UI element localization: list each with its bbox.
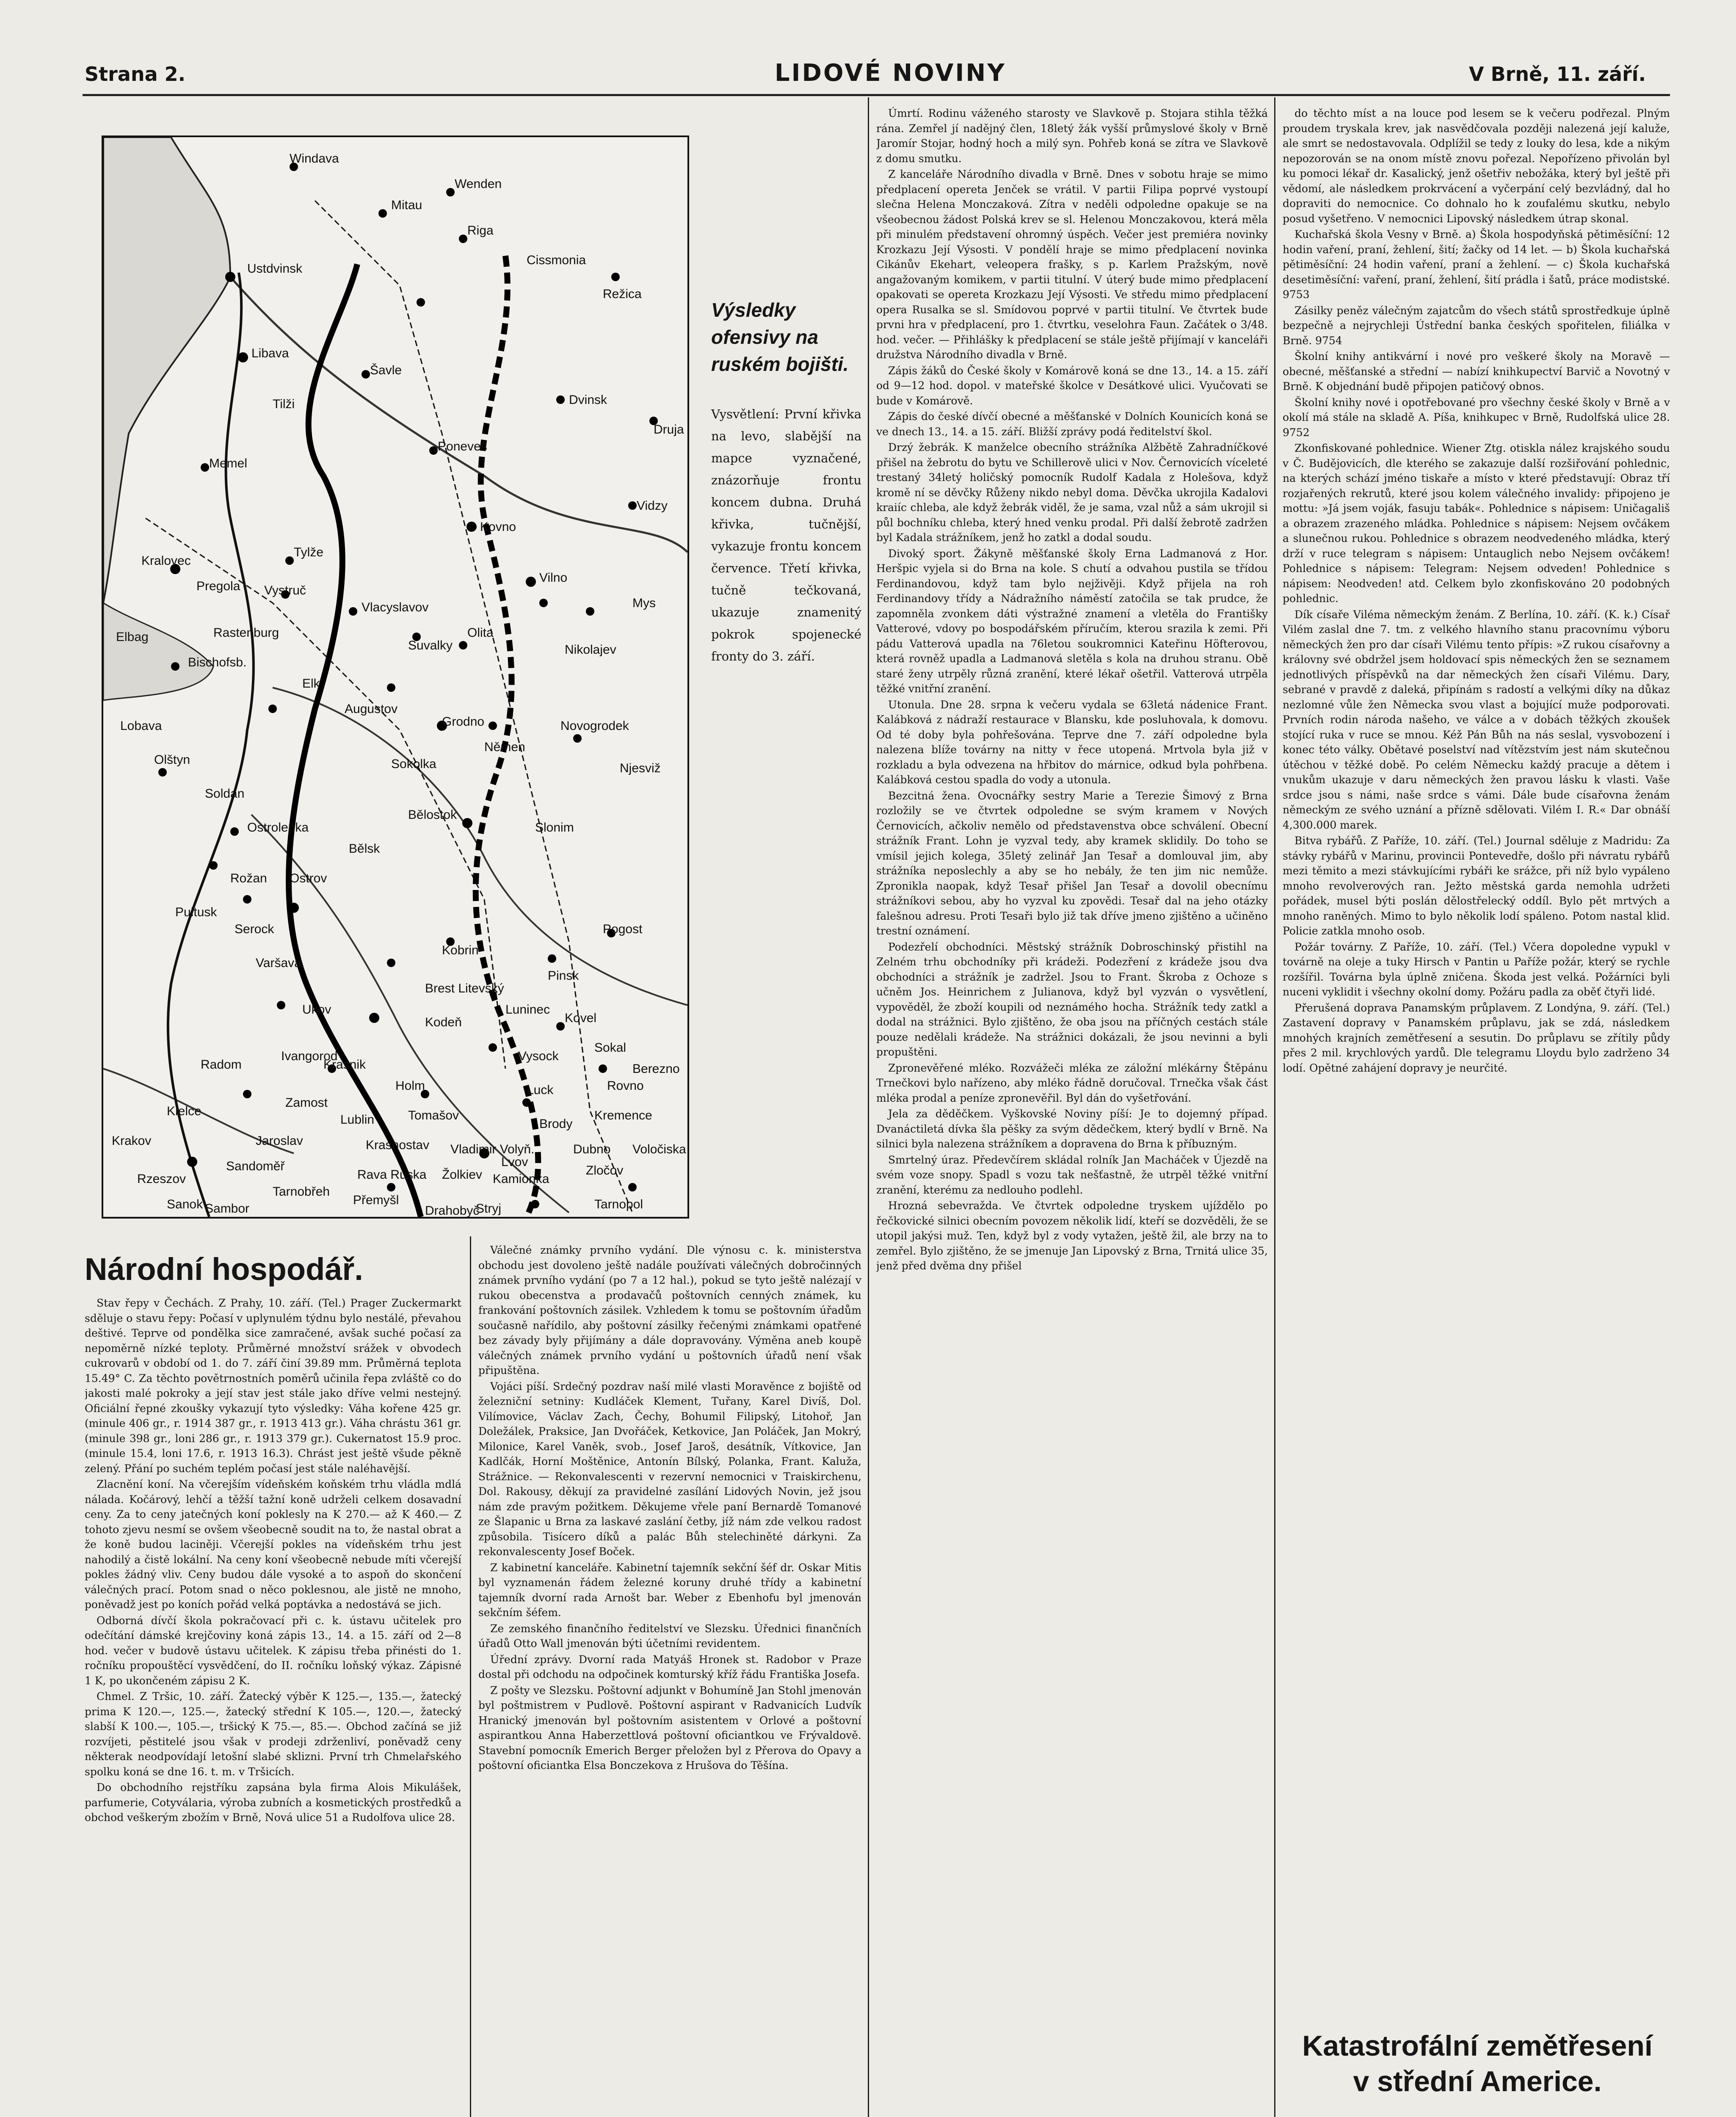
article-paragraph: Smrtelný úraz. Předevčírem skládal rolník Jan Macháček v Újezdě na svém voze snopy. Spadl s vozu tak nešťastně, že utrpěl těžké vnitřní zranění, kterému za nedlouho podlehl. xyxy=(876,1153,1268,1196)
map-label: Přemyšl xyxy=(353,1193,399,1207)
map-label: Vidzy xyxy=(637,499,668,513)
article-paragraph: Zpronevěřené mléko. Rozvážeči mléka ze záložní mlékárny Štěpánu Trnečkovi bylo nařízeno, aby mléko řádně doručoval. Trnečka však část mléka prodal a peníze zpronevěřil. Byl dán do vyšetřování. xyxy=(876,1061,1268,1104)
article-paragraph: Válečné známky prvního vydání. Dle výnosu c. k. ministerstva obchodu jest dovoleno ještě nadále používati válečných dobročinných známek prvního vydání (po 7 a 12 hal.), pokud se tyto ještě nalézají v rukou obecenstva a prodavačů poštovních cenných známek, ku frankování poštovních zásilek. Vzhledem k tomu se poštovním úřadům současně nařídilo, aby poštovní zásilky řečenými známkami opatřené bez závady byly přijímány a dále dopravovány. Výměna aneb koupě válečných známek prvního vydání u poštovních úřadů není však připuštěna. xyxy=(478,1244,861,1376)
article-paragraph: Školní knihy nové i opotřebované pro všechny české školy v Brně a v okolí má stále na skladě A. Píša, knihkupec v Brně, Rudolfská ulice 28. 9752 xyxy=(1283,396,1670,439)
map-label: Bělostok xyxy=(408,808,457,822)
map-label: Kamionka xyxy=(493,1172,549,1186)
map-label: Pregola xyxy=(196,579,240,593)
map-label: Rava Ruska xyxy=(357,1168,427,1182)
front-line-july xyxy=(289,264,421,1217)
article-paragraph: Školní knihy antikvární i nové pro veškeré školy na Moravě — obecné, měšťanské a střední — nabízí knihkupectví Barvič a Novotný v Brně. K objednání budě připojen patičový obnos. xyxy=(1283,350,1670,392)
map-svg xyxy=(103,137,687,1217)
article-paragraph: Z kanceláře Národního divadla v Brně. Dnes v sobotu hraje se mimo předplacení opereta Jenček se vrátil. V partii Filipa poprvé vystoupí slečna Helena Monczaková. Zítra v neděli odpoledne opakuje se na všeobecnou žádost Polská krev se sl. Helenou Monczakovou, která měla při minulém představení ohromný úspěch. Večer jest premiéra novinky Krozkazu Její Výsosti. V pondělí hraje se mimo předplacení novinka Cikánův Ekehart, veleopera frašky, s p. Karlem Pražským, nově angažovaným komikem, v partii titulní. V úterý bude mimo předplacení opakovati se opereta Krozkazu Její Výsosti. Ve středu mimo předplacení opera Rusalka se sl. Smídovou poprvé v partii titulní. Ve čtvrtek bude prvni hra v předplacení, pro 1. čtvrtku, veselohra Faun. Začátek o 3/48. hod. večer. — Přihlášky k předplacení se stále ještě přijímají v kanceláři družstva Národního divadla v Brně. xyxy=(876,168,1268,361)
map-label: Sanok xyxy=(167,1197,203,1211)
map-label: Radom xyxy=(201,1058,242,1072)
article-paragraph: Z kabinetní kanceláře. Kabinetní tajemník sekční šéf dr. Oskar Mitis byl vyznamenán řádem železné koruny druhé třídy a kabinetní tajemník dvorní rada Arnošt bar. Weber z Ebenhofu byl jmenován sekčním šéfem. xyxy=(478,1561,861,1619)
column-rule xyxy=(470,1236,471,2117)
news-column-4 xyxy=(1283,106,1670,2015)
news-column-3 xyxy=(876,106,1268,2117)
map-label: Brody xyxy=(539,1117,573,1131)
map-label: Rastenburg xyxy=(213,626,279,640)
masthead-rule xyxy=(83,94,1670,96)
map-label: Libava xyxy=(251,346,289,360)
map-label: Jaroslav xyxy=(256,1134,303,1148)
place-date: V Brně, 11. září. xyxy=(1469,63,1646,86)
map-label: Vilno xyxy=(539,571,568,585)
map-label: Ostrolenka xyxy=(247,821,309,835)
article-paragraph: Odborná dívčí škola pokračovací při c. k. ústavu učitelek pro odečítání dámské krejčoviny koná zápis 13., 14. a 15. září od 2—8 hod. večer v budově ústavu učitelek. K zápisu třeba přinésti do 1. ročníku propouštěcí vysvědčení, do II. ročníku loňský výkaz. Zápisné 1 K, po ukončeném zápisu 2 K. xyxy=(85,1614,461,1687)
map-label: Olita xyxy=(467,626,494,640)
map-label: Memel xyxy=(209,456,248,470)
map-label: Mitau xyxy=(391,198,422,212)
map-label: Stryj xyxy=(476,1202,501,1216)
article-paragraph: Z pošty ve Slezsku. Poštovní adjunkt v Bohumíně Jan Stohl jmenován byl poštmistrem v Pudlově. Poštovní aspirant v Radvanicích Ludvík Hranický jmenován byl poštovním asistentem v Orlové a poštovní aspirantkou Anna Haberzettlová poštovní oficiantkou ve Frývaldově. Stavební pomocník Emerich Berger přeložen byl z Přerova do Opavy a poštovní oficiantka Elsa Bonczekova z Hrušova do Těšína. xyxy=(478,1684,861,1772)
article-paragraph: Zlacnění koní. Na včerejším vídeňském koňském trhu vládla mdlá nálada. Kočárový, lehčí a těžší tažní koně udrželi celkem dosavadní ceny. Za to ceny jatečných koní poklesly na K 270.— až K 460.— Z tohoto zjevu nesmí se ovšem všeobecně soudit na to, že nastal obrat a že koně budou laciněji. Včerejší pokles na vídeňském trhu jest nahodilý a čistě lokální. Na ceny koní všeobecně nebude míti včerejší pokles žádný vliv. Ceny budou dále vysoké a to aspoň do skončení válečných prací. Potom snad o něco poklesnou, ale jistě ne mnoho, poněvadž jest po koních pořád velká poptávka a nedostává se jich. xyxy=(85,1478,461,1611)
map-label: Druja xyxy=(654,423,684,437)
map-label: Njesviž xyxy=(620,761,661,775)
map-label: Kielce xyxy=(167,1104,201,1118)
article-paragraph: Zápis do české dívčí obecné a měšťanské v Dolních Kounicích koná se ve dnech 13., 14. a 15. září. Bližší zprávy podá ředitelství škol. xyxy=(876,410,1268,438)
column-rule xyxy=(1274,97,1275,2117)
map-label: Krasnostav xyxy=(366,1138,430,1152)
article-paragraph: Dík císaře Viléma německým ženám. Z Berlína, 10. září. (K. k.) Císař Vilém zaslal dne 7. tm. z velkého hlavního stanu pracovnímu výboru německých žen pro dar císaři Vilému tento přípis: »Z rukou císařovny a královny své obdržel jsem holdovací spis německých žen se seznamem jednotlivých příspěvků na dar německých žen císaři Vilému. Dary, sebrané v pravdě z daleká, připínám s radostí a velkými díky na důkaz nezlomné vůle žen Německa svou vlast a bojující muže podporovati. Prvních rodin národa našeho, ve válce a v dobách těžkých zkoušek stojící ruka v ruce se mnou. Kéž Pán Bůh na nás seslal, vysvobození i konec této války. Obětavé poselství nad vítězstvím jest nám skutečnou útěchou v těžké době. Po celém Německu každý pracuje a dětem i vnukům ukazuje v daru německých žen pravou lásku k vlasti. Vaše srdce jsou s námi, naše srdce s vámi. Dále bude císařovna ženám německým ze svého uznání a přízně sdělovati. Vilém I. R.« Dar obnáší 4,300.000 marek. xyxy=(1283,608,1670,831)
map-label: Varšava xyxy=(256,956,301,970)
map-label: Tarnobřeh xyxy=(273,1185,330,1199)
article-paragraph: Do obchodního rejstříku zapsána byla firma Alois Mikulášek, parfumerie, Cotyválaria, výroba zubních a kosmetických prostředků a obchod veškerým zbožím v Brně, Nová ulice 51 a Rudolfova ulice 28. xyxy=(85,1781,461,1824)
map-label: Lobava xyxy=(120,719,162,733)
article-paragraph: Hrozná sebevražda. Ve čtvrtek odpoledne tryskem ujíždělo po řečkovické silnici obecním povozem několik lidí, kteří se dozvěděli, že se utopil jakýsi muž. Ten, když byl z vody vytažen, ještě žil, ale brzy na to zemřel. Bylo zjištěno, že se jmenuje Jan Lipovský z Brna, Trnitá ulice 35, jenž před dvěma dny přišel xyxy=(876,1199,1268,1272)
map-label: Kovno xyxy=(480,520,516,534)
map-label: Tylže xyxy=(294,545,324,559)
map-caption-headline: Výsledky ofensivy na ruském bojišti. xyxy=(711,299,849,375)
article-paragraph: Chmel. Z Tršic, 10. září. Žatecký výběr K 125.—, 135.—, žatecký prima K 120.—, 125.—, žatecký střední K 105.—, 120.—, žatecký slabší K 100.—, 105.—, tršický K 75.—, 85.—. Obchod začíná se již rozvíjeti, pěstitelé jsou však v prodeji zdrženliví, poněvadž ceny některak neodpovídají letošní slabé sklizni. První trh Chmelařského spolku koná se dne 16. t. m. v Tršicích. xyxy=(85,1690,461,1778)
map-label: Kobrin xyxy=(442,943,479,957)
map-label: Tilži xyxy=(273,397,295,411)
map-label: Berezno xyxy=(632,1062,680,1076)
map-label: Wenden xyxy=(455,177,502,191)
narodni-hospodar-headline: Národní hospodář. xyxy=(85,1252,363,1287)
map-label: Zamost xyxy=(285,1096,328,1110)
map-label: Režica xyxy=(603,287,642,301)
article-paragraph: Úřední zprávy. Dvorní rada Matyáš Hronek st. Radobor v Praze dostal při odchodu na odpočinek komturský kříž řádu Františka Josefa. xyxy=(478,1653,861,1680)
article-paragraph: Zkonfiskované pohlednice. Wiener Ztg. otiskla nález krajského soudu v Č. Budějovicích, dle kterého se zakazuje další rozšiřování pohlednic, na kterých schází jméno tiskaře a místo v které představují: Obraz tří rozjařených rekrutů, které jsou kolem válečného invalidy: připojeno je mottu: »Já jsem voják, fasuju tabák«. Pohlednice s nápisem: Uničagališ a obrazem zrazeného mládka. Pohlednice s nápisem: Nejsem ovčákem a slunečnou rukou. Pohlednice s obrazem neodvedeného mládka, který drží v ruce telegram s nápisem: Untauglich nebo Nejsem ovčákem! Pohlednice s nápisem: Telegram: Nejsem odveden! Pohlednice s nápisem: Neodveden! atd. Celkem bylo zkonfiskováno 20 podobných pohlednic. xyxy=(1283,442,1670,605)
map-caption xyxy=(711,296,861,667)
map-label: Rzeszov xyxy=(137,1172,186,1186)
map-label: Luck xyxy=(527,1083,554,1097)
map-label: Brest Litevský xyxy=(425,981,504,995)
article-paragraph: Drzý žebrák. K manželce obecního strážníka Alžbětě Zahradníčkové přišel na žebrotu do bytu ve Schillerově ulici v Nov. Černovicích víceleté trestaný 34letý holičský pomocník Rudolf Kadala z Holešova, když kromě ní se děvčky Růženy nikdo nebyl doma. Děvčka ukrojila Kadalovi kraiíc chleba, ale když žebrák viděl, že je sama, vzal nůž a sám ukrojil si půl bochníku chleba, který hned venku prodal. Při další žebrotě zadržen byl Kadala strážníkem, jenž ho zatkl a dodal soudu. xyxy=(876,441,1268,544)
map-label: Rožan xyxy=(230,871,267,885)
map-label: Windava xyxy=(290,152,339,166)
map-label: Riga xyxy=(467,224,494,238)
map-label: Ivangorod xyxy=(281,1049,338,1063)
map-label: Pultusk xyxy=(175,905,217,919)
map-label: Ukov xyxy=(302,1003,331,1017)
article-paragraph: Bitva rybářů. Z Paříže, 10. září. (Tel.) Journal sděluje z Madridu: Za stávky rybářů v Marinu, provincii Pontevedře, došlo při návratu rybářů mezi těmito a mezi stávkujícími rybáři ke srážce, při níž bylo vypáleno mnoho revolverových ran. Ježto městská garda nemohla udržeti pořádek, musel býti poslán dělostřelecký oddíl. Bylo pět mrtvých a mnoho raněných. Mimo to bylo několik lodí spáleno. Potom nastal klid. Policie zatkla mnoho osob. xyxy=(1283,835,1670,937)
map-label: Kremence xyxy=(594,1108,652,1122)
article-paragraph: Přerušená doprava Panamským průplavem. Z Londýna, 9. září. (Tel.) Zastavení dopravy v Panamském průplavu, jak se zdá, následkem mnohých krajních zemětřesení a sesutin. Do průplavu se zřítily půdy přes 2 mil. krychlových yardů. Dle telegramu Lloydu bylo zadrženo 34 lodí. Opětné zahájení dopravy je neurčité. xyxy=(1283,1001,1670,1074)
map-label: Krasnik xyxy=(323,1058,366,1072)
map-label: Ostrov xyxy=(290,871,327,885)
article-paragraph: Ze zemského finančního ředitelství ve Slezsku. Úřednici finančních úřadů Otto Wall jmenován býti účetními revidentem. xyxy=(478,1622,861,1650)
katastrofa-headline: Katastrofální zemětřesení v střední Americe. xyxy=(1302,2030,1653,2098)
map-label: Voločiska xyxy=(632,1142,686,1156)
map-label: Sokal xyxy=(594,1041,627,1055)
map-label: Ustdvinsk xyxy=(247,262,303,276)
baltic-sea xyxy=(103,137,230,603)
map-label: Vysock xyxy=(518,1049,559,1063)
map-label: Pogost xyxy=(603,922,643,936)
map-label: Sandoměř xyxy=(226,1159,285,1173)
article-paragraph: Stav řepy v Čechách. Z Prahy, 10. září. (Tel.) Prager Zuckermarkt sděluje o stavu řepy: Počasí v uplynulém týdnu bylo nestálé, převahou deštivé. Teprve od pondělka sice zamračené, avšak suché počasí za nepoměrně nízké teploty. Průměrné množství srážek v obvodech cukrovarů v období od 1. do 7. září činí 39.89 mm. Průměrná teplota 15.49° C. Za těchto povětrnostních poměrů učinila řepa zvláště co do jakosti malé pokroky a její stav jest stále jako dříve velmi nestejný. Oficiální řepné zkoušky vykazují tyto výsledky: Váha kořene 425 gr. (minule 406 gr., r. 1914 387 gr., r. 1913 413 gr.). Váha chrástu 361 gr. (minule 398 gr., loni 286 gr., r. 1913 379 gr.). Cukernatost 15.9 proc. (minule 15.4, loni 17.6, r. 1913 16.3). Chrást jest ještě všude pěkně zelený. Přání po suchém teplém počasí jest stále naléhavější. xyxy=(85,1297,461,1475)
map-label: Drahobyč xyxy=(425,1204,480,1217)
denni-zpravy-column-b xyxy=(478,1243,861,2117)
map-label: Bischofsb. xyxy=(188,655,247,669)
map-label: Holm xyxy=(395,1079,425,1093)
map-label: Zločov xyxy=(586,1164,624,1177)
article-paragraph: Požár továrny. Z Paříže, 10. září. (Tel.) Včera dopoledne vypukl v továrně na oleje a tuky Hirsch v Pantin u Paříže požár, který se rychle rozšířil. Továrna byla úplně zničena. Škoda jest velká. Požárníci byli nuceni vyklidit i všechny okolní domy. Požáru padla za oběť čtyři lidé. xyxy=(1283,940,1670,998)
front-line-september xyxy=(476,256,538,1217)
map-label: Novogrodek xyxy=(560,719,629,733)
map-label: Tomašov xyxy=(408,1108,459,1122)
map-label: Kovel xyxy=(565,1011,597,1025)
map-label: Dvinsk xyxy=(569,393,607,407)
map-label: Němen xyxy=(484,740,525,754)
article-paragraph: Vojáci píší. Srdečný pozdrav naší milé vlasti Moravěnce z bojiště od železniční setniny: Kudláček Klement, Tuřany, Karel Divíš, Dol. Vilímovice, Václav Zach, Čechy, Bohumil Filipský, Litohoř, Jan Doležálek, Praksice, Jan Dvořáček, Ketkovice, Jan Poláček, Jan Mokrý, Milonice, Karel Vaněk, svob., Josef Jaroš, desátník, Vítkovice, Jan Kadlčák, Horní Moštěnice, Antonín Bílský, Polanka, Frant. Kaluža, Strážnice. — Rekonvalescenti v rezervní nemocnici v Traiskirchenu, Dol. Rakousy, děkují za pravidelné zasílání Lidových Novin, jež jsou nám zde pravým požitkem. Děkujeme vřele paní Bernardě Tomanové ze Šlapanic u Brna za laskavé zaslání četby, jíž nám zde velkou radost způsobila. Tisícero díků a palác Bůh stelechiněté dárkyni. Za rekonvalescenty Josef Boček. xyxy=(478,1380,861,1558)
map-label: Elbag xyxy=(116,630,149,644)
map-label: Šavle xyxy=(370,363,402,377)
map-label: Grodno xyxy=(442,715,485,729)
river-dvina xyxy=(230,277,687,552)
map-label: Luninec xyxy=(505,1003,550,1017)
masthead xyxy=(0,0,1736,97)
narodni-hospodar-column xyxy=(85,1296,461,2117)
map-caption-text: Vysvětlení: První křivka na levo, slabější na mapce vyznačené, znázorňuje frontu koncem dubna. Druhá křivka, tučnější, vykazuje frontu koncem července. Třetí křivka, tučně tečkovaná, ukazuje znamenitý pokrok spojenecké fronty do 3. září. xyxy=(711,407,861,663)
map-label: Elk xyxy=(302,677,320,691)
article-paragraph: Zásilky peněz válečným zajatcům do všech států sprostředkuje úplně bezpečně a nejrychleji Ústřední banka českých spořitelen, filiálka v Brně. 9754 xyxy=(1283,304,1670,347)
map-label: Kodeň xyxy=(425,1015,462,1029)
map-label: Lublin xyxy=(340,1113,375,1127)
article-paragraph: Kuchařská škola Vesny v Brně. a) Škola hospodyňská pětiměsíční: 12 hodin vaření, praní, žehlení, šití; žačky od 14 let. — b) Škola kuchařská pětiměsíční: 24 hodin vaření, praní a žehlení. — c) Škola kuchařská desetiměsíční: vaření, praní, žehlení, šití prádla i šatů, práce modistské. 9753 xyxy=(1283,228,1670,301)
map-label: Suvalky xyxy=(408,638,453,652)
map-label: Sokolka xyxy=(391,757,436,771)
newspaper-title: LIDOVÉ NOVINY xyxy=(775,59,1006,87)
map-label: Serock xyxy=(235,922,274,936)
article-paragraph: Úmrtí. Rodinu váženého starosty ve Slavkově p. Stojara stihla těžká rána. Zemřel jí nadějný člen, 18letý žák vyšší průmyslové školy v Brně Jaromír Stojar, hodný hoch a milý syn. Pohřeb koná se zítra ve Slavkově z domu smutku. xyxy=(876,107,1268,165)
page-number: Strana 2. xyxy=(85,63,186,86)
map-label: Poneveš xyxy=(438,439,487,453)
column-rule xyxy=(868,97,869,2117)
article-paragraph: Podezřelí obchodníci. Městský strážník Dobroschinský přistihl na Zelném trhu obchodníky při krádeži. Podezření z krádeže jsou dva obchodníci a strážník je zadržel. Jsou to Frant. Škroba z Ochoze s učněm Jos. Heinrichem z Julianova, když byl vyzván o vysvětlení, vypověděl, že zboží koupili od neznámého hocha. Strážník tedy zatkl a dodal na strážnici. Bylo zjištěno, že oba jsou na příčných cestách stále pouze nedělali krádeže. Na strážnici dokázali, že jsou nevinni a byli propuštěni. xyxy=(876,940,1268,1058)
map-label: Krakov xyxy=(112,1134,152,1148)
article-paragraph: Jela za děděčkem. Vyškovské Noviny píší: Je to dojemný případ. Dvanáctiletá dívka šla pěšky za svým dědečkem, který bydlí v Brně. Na silnici byla nalezena strážníkem a dopravena do Brna k příbuzným. xyxy=(876,1108,1268,1150)
map-label: Slonim xyxy=(535,821,574,835)
map-label: Vlacyslavov xyxy=(362,600,429,614)
map-label: Lvov xyxy=(501,1155,528,1169)
map-label: Vladimir Volyň. xyxy=(450,1142,535,1156)
article-paragraph: Bezcitná žena. Ovocnářky sestry Marie a Terezie Šimový z Brna rozložily se ve čtvrtek odpoledne se svým kramem v Nových Černovicích, ačkoliv nemělo od představenstva obce schválení. Obecní strážník Frant. Lohn je vyzval tedy, aby kramek sklidily. Do toho se vmísil jejich kolega, 35letý zelinář Jan Tesař a domlouval jim, aby strážníka neposlechly a aby se ho nebály, že ten jim nic nemůže. Zpronikla naopak, když Tesař přišel Jan Tesař a dovolil obecnímu strážníkovi sebou, aby ho vyzval ku zpovědi. Tesař dal na jeho otázky falešnou adresu. Proti Tesaři bylo již tak dříve jmeno zjištěno a učiněno trestní oznámení. xyxy=(876,789,1268,937)
front-line-april xyxy=(168,273,254,1217)
map-label: Cissmonia xyxy=(527,253,586,267)
map-label: Nikolajev xyxy=(565,643,616,657)
map-label: Dubno xyxy=(573,1142,611,1156)
map-label: Sambor xyxy=(205,1202,250,1216)
map-label: Žolkiev xyxy=(442,1168,483,1182)
article-paragraph: Divoký sport. Žákyně měšťanské školy Erna Ladmanová z Hor. Heršpic vyjela si do Brna na kole. S chutí a odvahou pustila se třídou Ferdinandovou, když tam bylo nejživěji. Když přijela na roh Ferdinandovy třídy a Nádražního náměstí zatočila se tak prudce, že zapomněla zvonkem dáti výstražné znamení a vletěla do Františky Vatterové, vdovy po bospodářském příručím, kterou srazila k zemi. Při pádu Vatterová upadla na 76letou soukromnici Kateřinu Höfterovou, která rovněž upadla a Ladmanová sletěla s kola na druhou stranu. Obě staré ženy utrpěly různá zranění, které lékař ošetřil. Vatterová utrpěla těžké vnitřní zranění. xyxy=(876,547,1268,695)
article-paragraph: do těchto míst a na louce pod lesem se k večeru podřezal. Plným proudem tryskala krev, jak nasvědčovala později nalezená její kaluže, ale smrt se nedostavovala. Odplížil se tedy z louky do lesa, kde a nikým nepozorován se na onom místě znovu pořezal. Nepořízeno přivolán byl ku pomoci lékař dr. Kasalický, jenž ošetřiv nebožáka, který byl ještě při vědomí, ale následkem prokrvácení a vyčerpání celý bezvládný, dal ho dopraviti do nemocnice. Co dohnalo ho k zoufalému skutku, nebylo posud vyšetřeno. V nemocnici Lipovský následkem útrap skonal. xyxy=(1283,107,1670,225)
map-label: Soldan xyxy=(205,787,245,801)
article-paragraph: Utonula. Dne 28. srpna k večeru vydala se 63letá nádenice Frant. Kalábková z nádraží restaurace v Blansku, kde posluhovala, k domovu. Od té doby byla pohřešována. Teprve dne 7. září odpoledne byla nalezena blíže továrny na nitty v řece utopená. Mrtvola byla již v rozkladu a byla odvezena na hřbitov do márnice, odkud byla pohřbena. Kalábková cestou spadla do vody a utonula. xyxy=(876,698,1268,786)
map-label: Pinsk xyxy=(548,969,579,983)
front-map xyxy=(102,135,689,1219)
lagoon xyxy=(103,603,213,700)
map-label: Rovno xyxy=(607,1079,644,1093)
map-label: Bělsk xyxy=(349,842,380,856)
map-label: Tarnopol xyxy=(594,1197,643,1211)
map-label: Vystruč xyxy=(264,583,306,597)
article-paragraph: Zápis žáků do České školy v Komárově koná se dne 13., 14. a 15. září od 9—12 hod. dopol. v mateřské školce v Desátkové ulici. Vyučovati se bude v Komárově. xyxy=(876,364,1268,407)
map-label: Kralovec xyxy=(141,554,191,568)
map-label: Augustov xyxy=(345,702,398,716)
map-label: Olštyn xyxy=(154,753,190,767)
map-label: Mys xyxy=(632,596,656,610)
